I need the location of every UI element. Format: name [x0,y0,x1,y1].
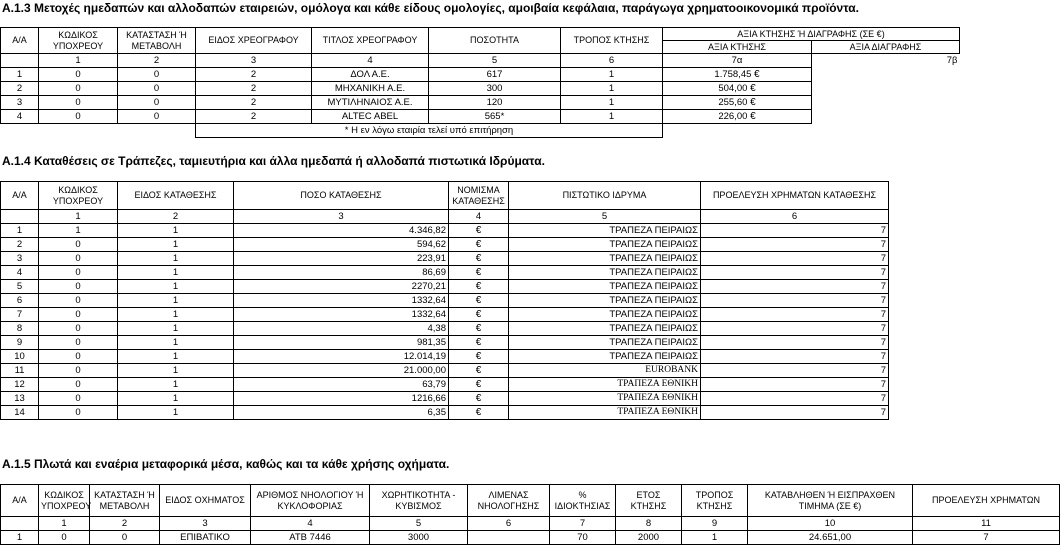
col-number: 1 [39,210,118,224]
cell-type: 1 [118,266,234,280]
euro-icon: € [449,238,509,252]
cell-type: 1 [118,378,234,392]
cell-aa: 11 [1,364,39,378]
cell-type: 1 [118,322,234,336]
euro-icon: € [449,280,509,294]
cell-amount: 12.014,19 [234,350,449,364]
euro-icon: € [449,392,509,406]
cell-aa: 6 [1,294,39,308]
col-number: 3 [160,517,251,531]
header-currency: ΝΟΜΙΣΜΑ ΚΑΤΑΘΕΣΗΣ [449,182,509,210]
cell-code: 0 [39,308,118,322]
cell-code: 0 [39,392,118,406]
table-row [1,224,889,238]
table-row [1,252,889,266]
table-row [1,378,889,392]
cell-status: 0 [118,82,196,96]
cell-title: ΔΟΛ Α.Ε. [312,68,429,82]
table-cell: 24.651,00 [748,531,913,545]
cell-type: 2 [196,96,312,110]
cell-bank: ΤΡΑΠΕΖΑ ΠΕΙΡΑΙΩΣ [509,238,701,252]
cell-aa: 12 [1,378,39,392]
cell-aa: 1 [1,224,39,238]
header-status: ΚΑΤΑΣΤΑΣΗ Ή ΜΕΤΑΒΟΛΗ [118,28,196,54]
footnote-row [1,124,960,138]
table-row [1,110,960,124]
table-row [1,266,889,280]
cell-origin: 7 [701,392,889,406]
header-aa: Α/Α [1,182,39,210]
cell-code: 0 [39,350,118,364]
cell-origin: 7 [701,280,889,294]
header-origin: ΠΡΟΕΛΕΥΣΗ ΧΡΗΜΑΤΩΝ ΚΑΤΑΘΕΣΗΣ [701,182,889,210]
cell-code: 0 [39,336,118,350]
cell-type: 1 [118,224,234,238]
cell-title: ΜΗΧΑΝΙΚΗ Α.Ε. [312,82,429,96]
section-a14-title: Α.1.4 Καταθέσεις σε Τράπεζες, ταμιευτήρια και άλλα ημεδαπά ή αλλοδαπά πιστωτικά Ιδρύματα. [2,154,545,168]
col-number: 6 [561,54,663,68]
col-number: 8 [616,517,682,531]
cell-aa: 4 [1,266,39,280]
cell-aa: 10 [1,350,39,364]
col-number: 2 [90,517,160,531]
cell-origin: 7 [701,378,889,392]
cell-type: 1 [118,350,234,364]
header-deposit-amount: ΠΟΣΟ ΚΑΤΑΘΕΣΗΣ [234,182,449,210]
cell-code: 0 [39,266,118,280]
cell-aa: 2 [1,238,39,252]
euro-icon: € [449,406,509,420]
col-number: 3 [234,210,449,224]
cell-amount: 1332,64 [234,308,449,322]
table-row [1,238,889,252]
header-cell: % ΙΔΙΟΚΤΗΣΙΑΣ [550,485,616,517]
table-cell: 0 [39,531,90,545]
header-cell: ΛΙΜΕΝΑΣ ΝΗΟΛΟΓΗΣΗΣ [468,485,550,517]
col-number: 5 [509,210,701,224]
cell-aa: 14 [1,406,39,420]
cell-bank: ΤΡΑΠΕΖΑ ΕΘΝΙΚΗ [509,378,701,392]
col-number: 4 [251,517,370,531]
header-deposit-type: ΕΙΔΟΣ ΚΑΤΑΘΕΣΗΣ [118,182,234,210]
cell-title: ΜΥΤΙΛΗΝΑΙΟΣ Α.Ε. [312,96,429,110]
cell-amount: 4,38 [234,322,449,336]
cell-amount: 21.000,00 [234,364,449,378]
cell-bank: ΤΡΑΠΕΖΑ ΠΕΙΡΑΙΩΣ [509,322,701,336]
section-a13-title: Α.1.3 Μετοχές ημεδαπών και αλλοδαπών εταιρειών, ομόλογα και κάθε είδους ομολογίες, αμοιβαία κεφάλαια, παράγωγα χρηματοοικονομικά προϊόντα. [2,1,859,15]
cell-type: 1 [118,294,234,308]
cell-code: 0 [39,364,118,378]
cell-type: 1 [118,252,234,266]
header-security-title: ΤΙΤΛΟΣ ΧΡΕΟΓΡΑΦΟΥ [312,28,429,54]
table-cell: 2000 [616,531,682,545]
header-cell: Α/Α [1,485,39,517]
euro-icon: € [754,69,760,80]
table-row [1,336,889,350]
section-a15-title: Α.1.5 Πλωτά και εναέρια μεταφορικά μέσα, καθώς και τα κάθε χρήσης οχήματα. [2,457,450,471]
cell-code: 0 [39,238,118,252]
col-number: 1 [39,54,118,68]
table-row [1,68,960,82]
header-cell: ΚΩΔΙΚΟΣ ΥΠΟΧΡΕΟΥ [39,485,90,517]
euro-icon: € [449,336,509,350]
cell-code: 1 [39,224,118,238]
header-aa: Α/Α [1,28,39,54]
col-number: 5 [370,517,468,531]
cell-origin: 7 [701,224,889,238]
col-number: 6 [468,517,550,531]
table-cell: 1 [682,531,748,545]
cell-amount: 1332,64 [234,294,449,308]
cell-acquisition: 1 [561,96,663,110]
cell-origin: 7 [701,238,889,252]
col-number: 10 [748,517,913,531]
header-cell: ΕΤΟΣ ΚΤΗΣΗΣ [616,485,682,517]
cell-type: 1 [118,336,234,350]
cell-value [663,110,812,124]
col-number: 4 [312,54,429,68]
cell-aa: 9 [1,336,39,350]
cell-value [663,96,812,110]
cell-bank: ΤΡΑΠΕΖΑ ΠΕΙΡΑΙΩΣ [509,266,701,280]
cell-code: 0 [39,110,118,124]
column-numbers-row [1,210,889,224]
cell-quantity: 300 [429,82,561,96]
cell-amount: 981,35 [234,336,449,350]
euro-icon: € [449,294,509,308]
header-cell: ΧΩΡΗΤΙΚΟΤΗΤΑ - ΚΥΒΙΣΜΟΣ [370,485,468,517]
header-bank: ΠΙΣΤΩΤΙΚΟ ΙΔΡΥΜΑ [509,182,701,210]
table-cell: 1 [1,531,39,545]
cell-type: 1 [118,392,234,406]
col-number: 1 [39,517,90,531]
col-number: 5 [429,54,561,68]
cell-code: 0 [39,96,118,110]
col-number: 7β [812,54,960,68]
table-row [1,531,1060,545]
cell-aa: 7 [1,308,39,322]
header-cell: ΤΡΟΠΟΣ ΚΤΗΣΗΣ [682,485,748,517]
cell-bank: ΤΡΑΠΕΖΑ ΠΕΙΡΑΙΩΣ [509,350,701,364]
cell-code: 0 [39,406,118,420]
col-number: 2 [118,210,234,224]
header-value-group: ΑΞΙΑ ΚΤΗΣΗΣ Ή ΔΙΑΓΡΑΦΗΣ (ΣΕ €) [663,28,960,41]
cell-code: 0 [39,322,118,336]
table-cell: ΕΠΙΒΑΤΙΚΟ [160,531,251,545]
euro-icon: € [449,364,509,378]
table-row [1,406,889,420]
value-amount: 226,00 [718,111,748,122]
euro-icon: € [750,83,756,94]
cell-code: 0 [39,294,118,308]
cell-type: 1 [118,308,234,322]
table-cell: 70 [550,531,616,545]
footnote: * Η εν λόγω εταιρία τελεί υπό επιτήρηση [196,124,663,138]
header-security-type: ΕΙΔΟΣ ΧΡΕΟΓΡΑΦΟΥ [196,28,312,54]
cell-bank: ΤΡΑΠΕΖΑ ΠΕΙΡΑΙΩΣ [509,336,701,350]
col-number: 6 [701,210,889,224]
header-cell: ΠΡΟΕΛΕΥΣΗ ΧΡΗΜΑΤΩΝ [913,485,1060,517]
header-cell: ΚΑΤΑΒΛΗΘΕΝ Ή ΕΙΣΠΡΑΧΘΕΝ ΤΙΜΗΜΑ (ΣΕ €) [748,485,913,517]
header-cell: ΚΑΤΑΣΤΑΣΗ Ή ΜΕΤΑΒΟΛΗ [90,485,160,517]
euro-icon: € [449,350,509,364]
col-number: 11 [913,517,1060,531]
cell-aa: 8 [1,322,39,336]
cell-bank: ΤΡΑΠΕΖΑ ΠΕΙΡΑΙΩΣ [509,308,701,322]
cell-origin: 7 [701,266,889,280]
table-cell: 0 [90,531,160,545]
table-row [1,392,889,406]
securities-table [0,27,960,138]
euro-icon: € [449,266,509,280]
col-number: 9 [682,517,748,531]
col-number [1,517,39,531]
cell-bank: ΤΡΑΠΕΖΑ ΠΕΙΡΑΙΩΣ [509,294,701,308]
table-cell: 3000 [370,531,468,545]
value-amount: 1.758,45 [714,69,752,80]
cell-origin: 7 [701,350,889,364]
cell-origin: 7 [701,294,889,308]
table-cell: ΑΤΒ 7446 [251,531,370,545]
cell-origin: 7 [701,364,889,378]
cell-amount: 223,91 [234,252,449,266]
table-row [1,364,889,378]
col-number: 4 [449,210,509,224]
table-cell: 7 [913,531,1060,545]
vehicles-table [0,484,1060,545]
euro-icon: € [449,322,509,336]
cell-aa: 4 [1,110,39,124]
cell-bank: ΤΡΑΠΕΖΑ ΕΘΝΙΚΗ [509,406,701,420]
euro-icon: € [449,224,509,238]
cell-amount: 594,62 [234,238,449,252]
cell-status: 0 [118,96,196,110]
col-number: 3 [196,54,312,68]
cell-aa: 5 [1,280,39,294]
cell-bank: ΤΡΑΠΕΖΑ ΠΕΙΡΑΙΩΣ [509,280,701,294]
cell-amount: 1216,66 [234,392,449,406]
deposits-table [0,181,889,420]
cell-quantity: 565* [429,110,561,124]
column-numbers-row [1,54,960,68]
header-code: ΚΩΔΙΚΟΣ ΥΠΟΧΡΕΟΥ [39,28,118,54]
cell-origin: 7 [701,308,889,322]
header-cell: ΕΙΔΟΣ ΟΧΗΜΑΤΟΣ [160,485,251,517]
header-code: ΚΩΔΙΚΟΣ ΥΠΟΧΡΕΟΥ [39,182,118,210]
cell-title: ALTEC ABEL [312,110,429,124]
value-amount: 504,00 [718,83,748,94]
header-value-deletion: ΑΞΙΑ ΔΙΑΓΡΑΦΗΣ [812,41,960,54]
euro-icon: € [750,111,756,122]
euro-icon: € [449,378,509,392]
cell-acquisition: 1 [561,68,663,82]
table-row [1,322,889,336]
cell-type: 1 [118,364,234,378]
cell-aa: 13 [1,392,39,406]
table-cell [468,531,550,545]
cell-code: 0 [39,68,118,82]
cell-amount: 4.346,82 [234,224,449,238]
cell-code: 0 [39,82,118,96]
table-row [1,350,889,364]
table-row [1,82,960,96]
cell-bank: EUROBANK [509,364,701,378]
col-number: 7α [663,54,812,68]
cell-acquisition: 1 [561,82,663,96]
cell-origin: 7 [701,322,889,336]
cell-type: 2 [196,110,312,124]
cell-bank: ΤΡΑΠΕΖΑ ΕΘΝΙΚΗ [509,392,701,406]
cell-type: 2 [196,82,312,96]
cell-type: 2 [196,68,312,82]
euro-icon: € [750,97,756,108]
cell-bank: ΤΡΑΠΕΖΑ ΠΕΙΡΑΙΩΣ [509,224,701,238]
cell-amount: 63,79 [234,378,449,392]
value-amount: 255,60 [718,97,748,108]
cell-quantity: 617 [429,68,561,82]
cell-aa: 3 [1,96,39,110]
header-acquisition-method: ΤΡΟΠΟΣ ΚΤΗΣΗΣ [561,28,663,54]
cell-code: 0 [39,252,118,266]
euro-icon: € [449,308,509,322]
cell-origin: 7 [701,336,889,350]
cell-value [663,82,812,96]
cell-amount: 2270,21 [234,280,449,294]
table-row [1,308,889,322]
cell-code: 0 [39,280,118,294]
euro-icon: € [449,252,509,266]
cell-quantity: 120 [429,96,561,110]
table-row [1,280,889,294]
cell-type: 1 [118,406,234,420]
cell-origin: 7 [701,252,889,266]
cell-value [663,68,812,82]
col-number: 7 [550,517,616,531]
cell-aa: 2 [1,82,39,96]
table-row [1,294,889,308]
cell-type: 1 [118,238,234,252]
cell-amount: 86,69 [234,266,449,280]
header-cell: ΑΡΙΘΜΟΣ ΝΗΟΛΟΓΙΟΥ Ή ΚΥΚΛΟΦΟΡΙΑΣ [251,485,370,517]
cell-bank: ΤΡΑΠΕΖΑ ΠΕΙΡΑΙΩΣ [509,252,701,266]
table-row [1,96,960,110]
header-value-acquisition: ΑΞΙΑ ΚΤΗΣΗΣ [663,41,812,54]
col-number: 2 [118,54,196,68]
cell-aa: 1 [1,68,39,82]
cell-aa: 3 [1,252,39,266]
cell-acquisition: 1 [561,110,663,124]
cell-type: 1 [118,280,234,294]
cell-status: 0 [118,110,196,124]
cell-code: 0 [39,378,118,392]
header-quantity: ΠΟΣΟΤΗΤΑ [429,28,561,54]
cell-amount: 6,35 [234,406,449,420]
cell-origin: 7 [701,406,889,420]
cell-status: 0 [118,68,196,82]
